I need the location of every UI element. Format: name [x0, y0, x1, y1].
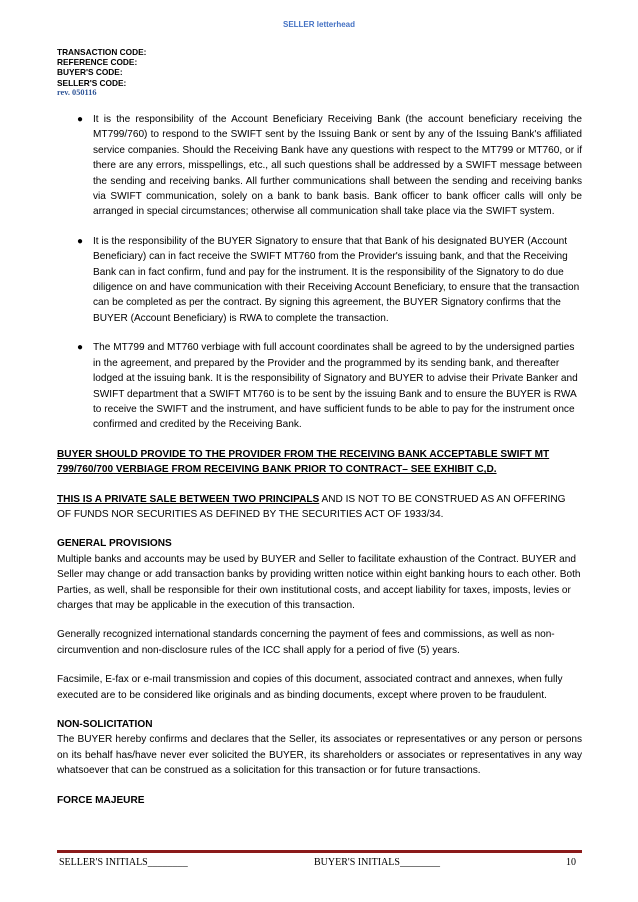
- general-provisions-p3: Facsimile, E-fax or e-mail transmission and copies of this document, associated contract and annexes, when fully executed are to be considered like originals and as binding documents, except where proven to be fraudulent.: [57, 674, 563, 701]
- buyer-initials: BUYER'S INITIALS________: [314, 857, 440, 868]
- private-sale-rest: AND IS NOT TO BE CONSTRUED AS AN OFFERING OF FUNDS NOR SECURITIES AS DEFINED BY THE SECURITIES ACT OF 1933/34.: [57, 493, 566, 520]
- private-sale-underlined: THIS IS A PRIVATE SALE BETWEEN TWO PRINCIPALS: [57, 493, 320, 505]
- reference-code-label: REFERENCE CODE:: [57, 57, 138, 68]
- general-provisions-p2: Generally recognized international standards concerning the payment of fees and commissions, as well as non-circumvention and non-disclosure rules of the ICC shall apply for a period of five (5) years.: [57, 629, 555, 656]
- bullet-icon: ●: [77, 235, 84, 247]
- general-provisions-heading: GENERAL PROVISIONS: [57, 538, 172, 550]
- list-item: [57, 340, 582, 432]
- document-body: [57, 112, 582, 808]
- document-codes: [57, 47, 146, 98]
- bullet-icon: ●: [77, 342, 84, 354]
- seller-initials: SELLER'S INITIALS________: [59, 857, 188, 868]
- force-majeure-heading: FORCE MAJEURE: [57, 794, 145, 806]
- list-item-text: It is the responsibility of the Account Beneficiary Receiving Bank (the account beneficiary receiving the MT799/760) to respond to the SWIFT sent by the Issuing Bank or sent by any of the Issuing Bank's affiliated service companies. Should the Receiving Bank have any questions with respect to the MT799 or MT760, or if there are any errors, misspellings, etc., all such questions shall be addressed by a SWIFT message between the sending and receiving banks. All further communications shall between the sending and receiving banks via SWIFT communication, solely on a bank to bank basis. Bank officer to bank officer calls will only be arranged in special circumstances; otherwise all communication shall take place via the SWIFT system.: [93, 114, 582, 218]
- non-solicitation-text: The BUYER hereby confirms and declares that the Seller, its associates or representatives or any person or persons on its behalf has/have never ever solicited the BUYER, its shareholders or associates or representatives in any way whatsoever that can be construed as a solicitation for this transaction or for future transactions.: [57, 734, 582, 777]
- seller-code-label: SELLER'S CODE:: [57, 77, 127, 88]
- revision-label: rev. 050116: [57, 87, 97, 97]
- general-provisions-p1: Multiple banks and accounts may be used by BUYER and Seller to facilitate exhaustion of the Contract. BUYER and Seller may change or add transaction banks by providing written notice within eight banking hours to each other. Both Parties, as well, shall be responsible for their own institutional costs, and accept liability for taxes, imposts, levies or charges that may be applicable in the execution of this transaction.: [57, 553, 581, 611]
- buyer-notice: BUYER SHOULD PROVIDE TO THE PROVIDER FROM THE RECEIVING BANK ACCEPTABLE SWIFT MT 799/760/700 VERBIAGE FROM RECEIVING BANK PRIOR TO CONTRACT– SEE EXHIBIT C,D.: [57, 448, 550, 476]
- footer-divider: [57, 850, 582, 853]
- list-item: [57, 234, 582, 326]
- transaction-code-label: TRANSACTION CODE:: [57, 47, 147, 57]
- list-item: [57, 112, 582, 220]
- page-number: 10: [566, 857, 576, 868]
- list-item-text: The MT799 and MT760 verbiage with full account coordinates shall be agreed to by the undersigned parties in the agreement, and prepared by the Provider and the programmed by its sending bank, and thereafter lodged at the issuing bank. It is the responsibility of Signatory and BUYER to advise their Private Banker and SWIFT department that a SWIFT MT760 is to be sent by the issuing Bank and to ensure the BUYER is RWA to receive the SWIFT and the instrument, and have sufficient funds to be able to pay for the instrument once confirmed and credited by the Receiving Bank.: [93, 342, 578, 431]
- bullet-icon: ●: [77, 114, 84, 125]
- non-solicitation-heading: NON-SOLICITATION: [57, 719, 153, 730]
- letterhead-title: SELLER letterhead: [282, 20, 355, 29]
- responsibility-list: [57, 112, 582, 433]
- buyer-code-label: BUYER'S CODE:: [57, 67, 123, 78]
- list-item-text: It is the responsibility of the BUYER Signatory to ensure that that Bank of his designated BUYER (Account Beneficiary) can in fact receive the SWIFT MT760 from the Provider's issuing bank, and that the Receiving Bank can in fact confirm, fund and pay for the instrument. It is the responsibility of the Signatory to do due diligence on and have communication with their Receiving Account Beneficiary, to ensure that the transaction can be completed as per the contract. By signing this agreement, the BUYER Signatory confirms that the BUYER (Account Beneficiary) is RWA to complete the transaction.: [93, 235, 580, 324]
- private-sale-statement: [57, 492, 582, 523]
